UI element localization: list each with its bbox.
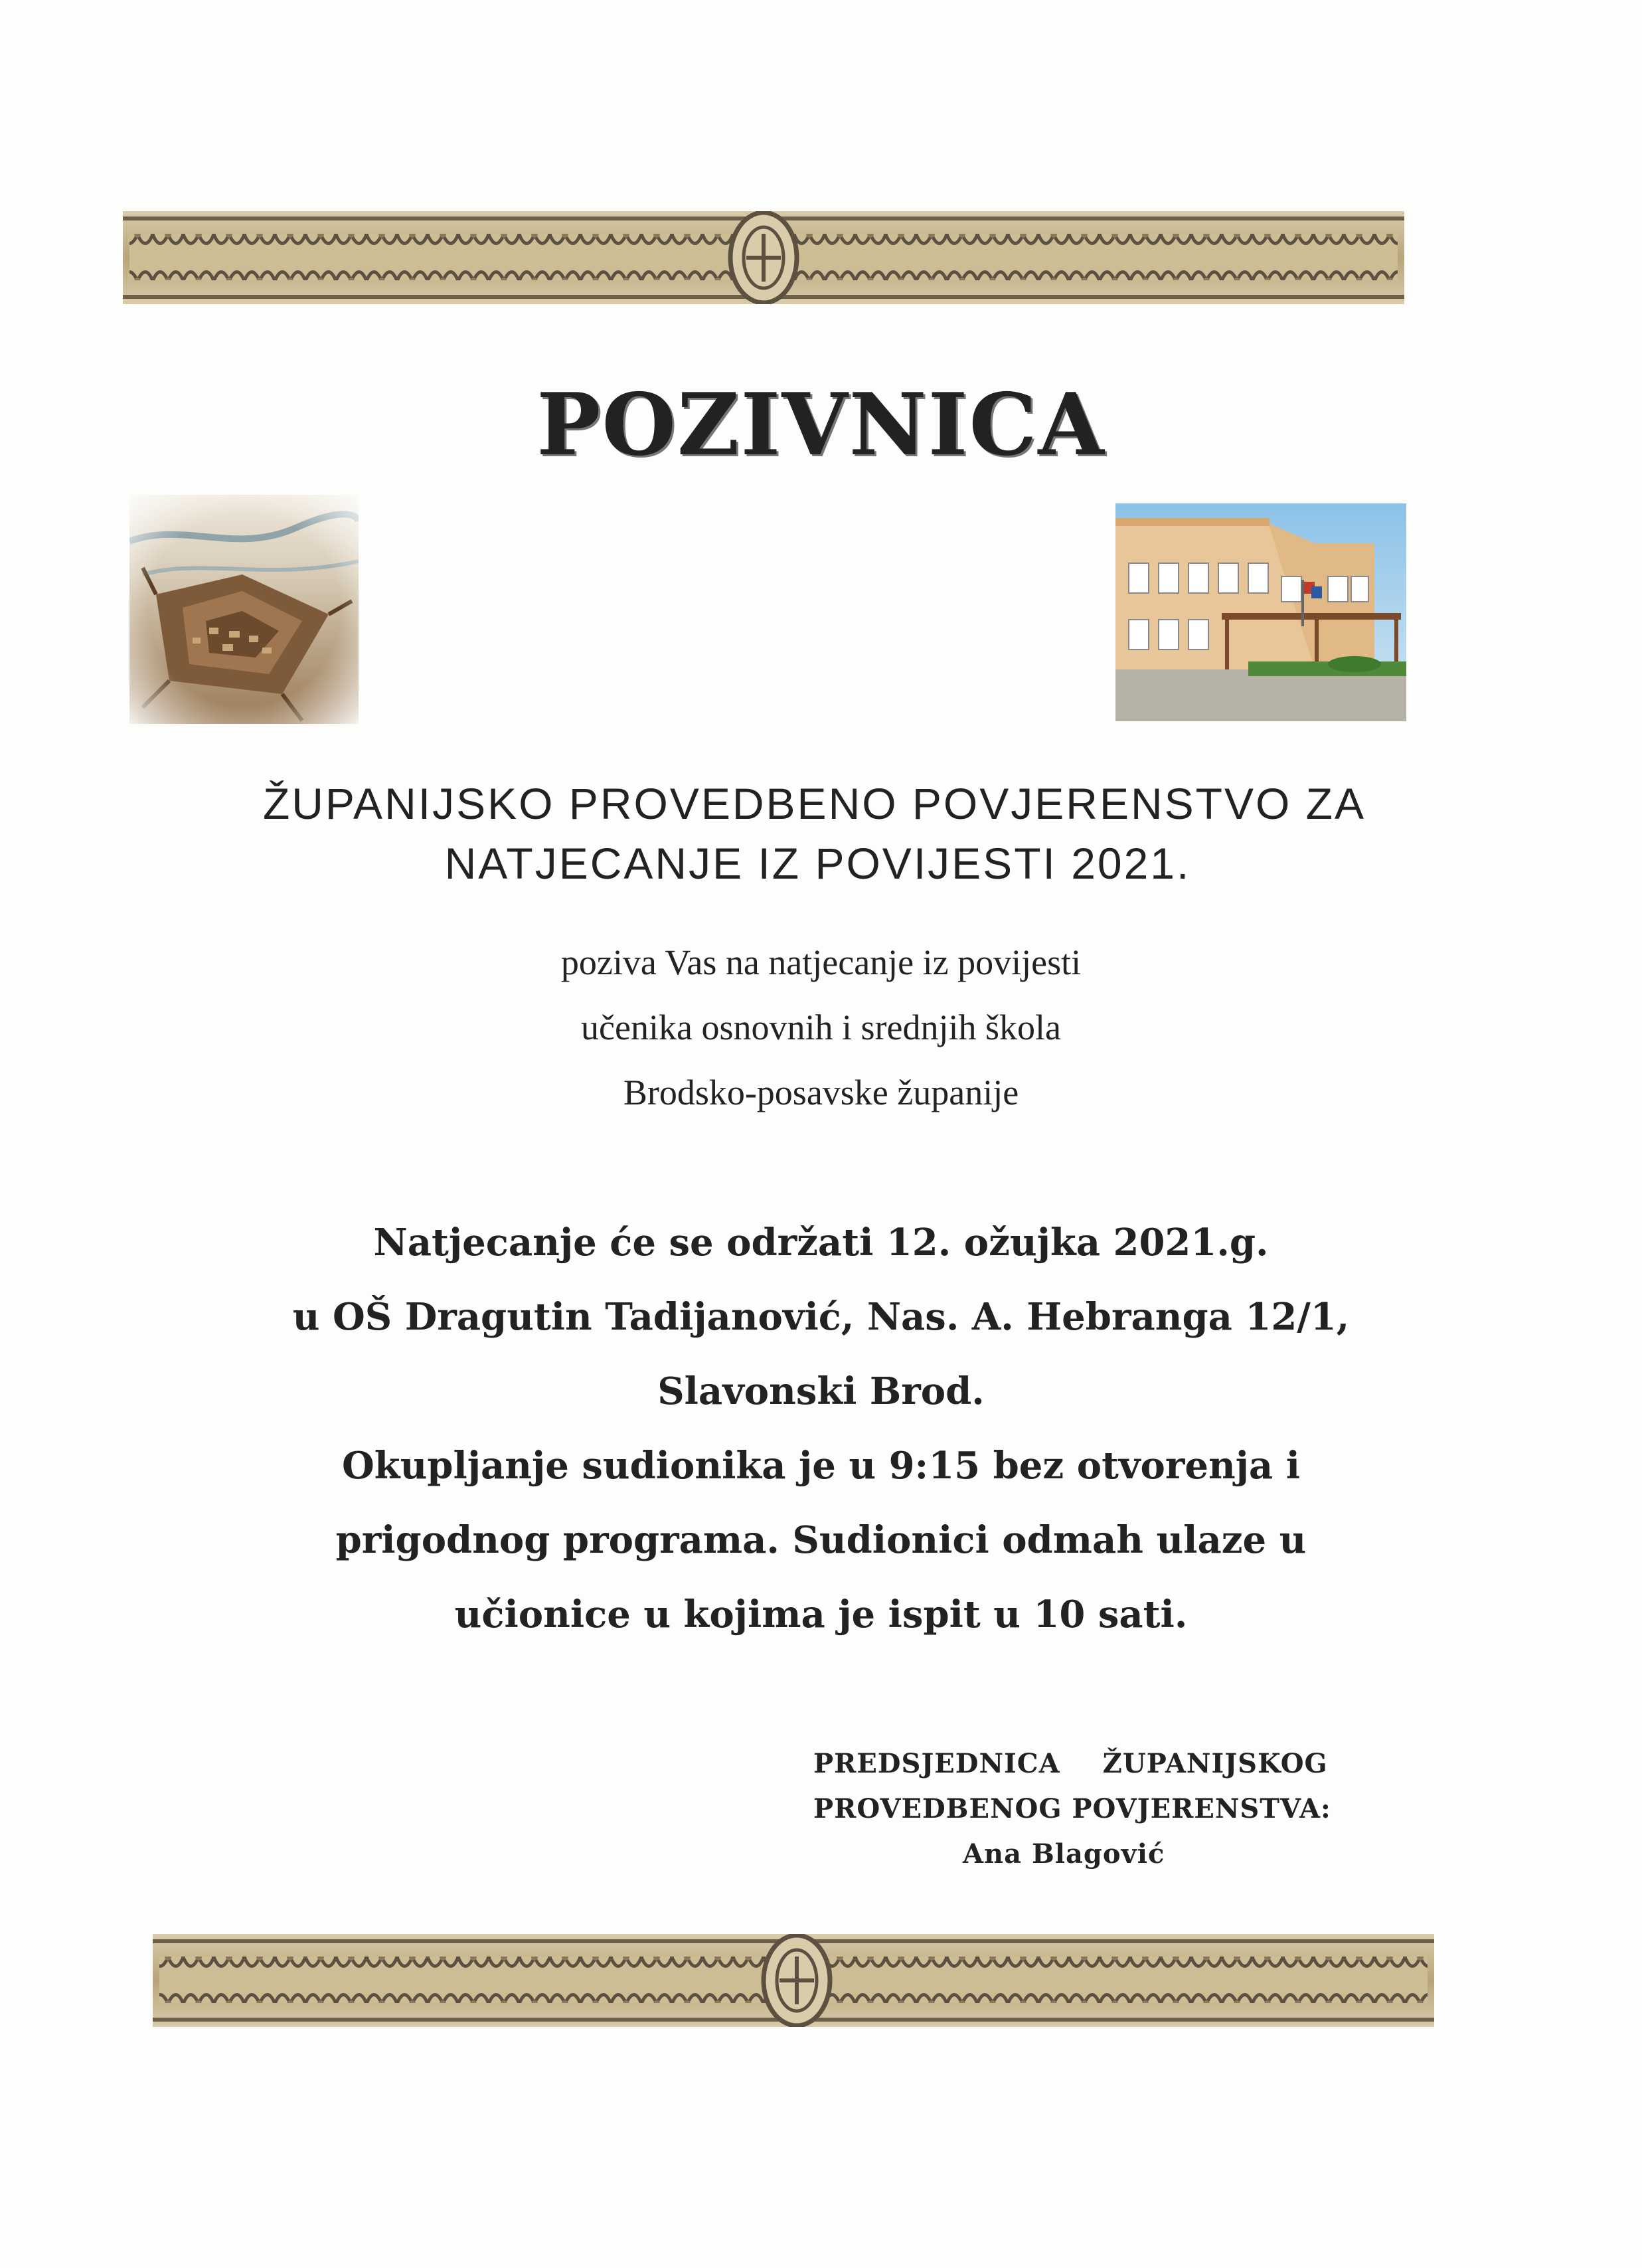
top-border-pattern [0,211,1642,304]
invitation-line: učenika osnovnih i srednjih škola [581,1007,1061,1047]
event-details [0,1205,1642,1652]
bottom-ornamental-border [0,1934,1642,2027]
details-line: Slavonski Brod. [657,1369,985,1413]
details-line: učionice u kojima je ispit u 10 sati. [454,1593,1188,1636]
signature-role-line1 [813,1741,1411,1787]
committee-heading-line2: NATJECANJE IZ POVIJESTI 2021. [444,839,1191,888]
invitation-line: poziva Vas na natjecanje iz povijesti [560,942,1082,982]
committee-heading [0,774,1642,893]
invitation-text [0,930,1642,1125]
committee-heading-line1: ŽUPANIJSKO PROVEDBENO POVJERENSTVO ZA [262,779,1366,828]
bottom-border-pattern [0,1934,1642,2027]
signature-name: Ana Blagović [963,1838,1165,1870]
school-building-photo [1115,503,1406,721]
fortress-aerial-photo [129,495,359,724]
signature-block [813,1741,1411,1877]
signature-role-a: PREDSJEDNICA [813,1748,1060,1779]
signature-role-b: ŽUPANIJSKOG [1102,1748,1328,1779]
details-line: prigodnog programa. Sudionici odmah ulaze u [335,1518,1307,1562]
page-title: POZIVNICA [536,375,1106,475]
details-line: Natjecanje će se održati 12. ožujka 2021.g. [373,1221,1269,1265]
invitation-line: Brodsko-posavske županije [623,1073,1019,1112]
details-line: Okupljanje sudionika je u 9:15 bez otvorenja i [342,1444,1300,1488]
top-ornamental-border [0,211,1642,304]
signature-role-line2: PROVEDBENOG POVJERENSTVA: [813,1793,1331,1824]
details-line: u OŠ Dragutin Tadijanović, Nas. A. Hebranga 12/1, [292,1295,1350,1339]
